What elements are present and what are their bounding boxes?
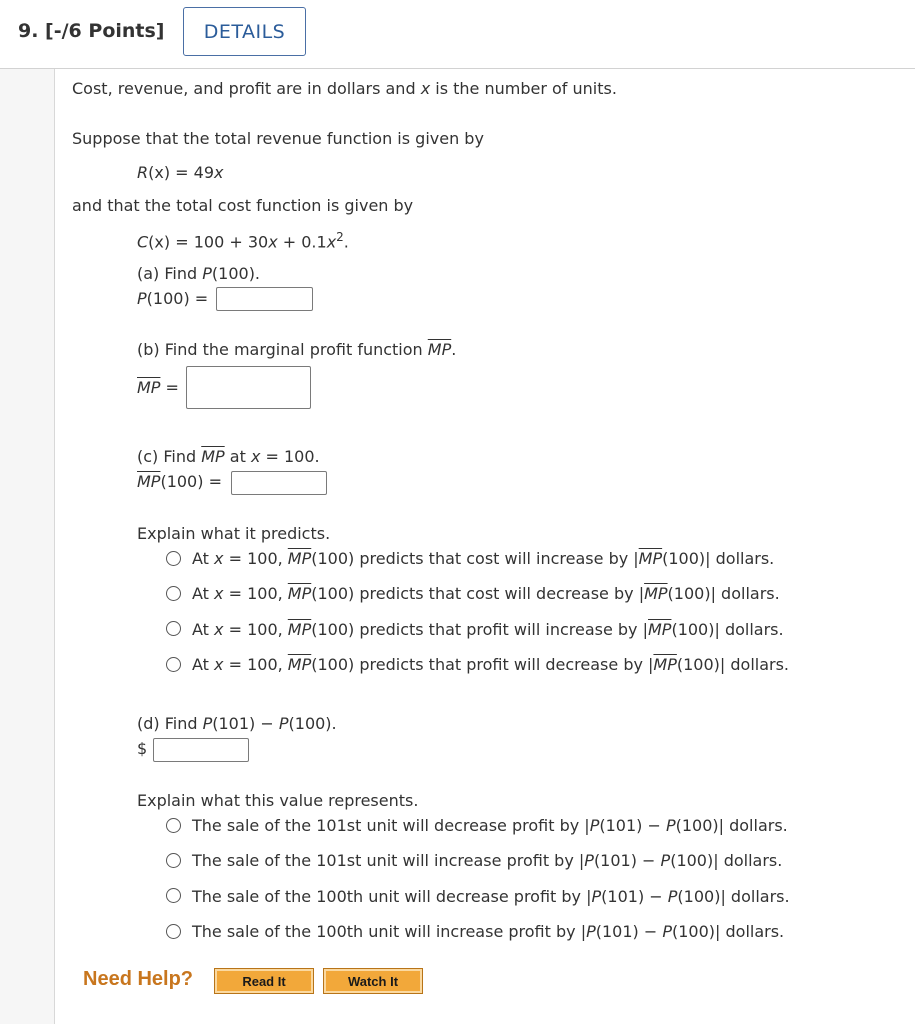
currency-symbol: $	[137, 739, 148, 758]
opt-p2: P	[662, 922, 672, 941]
opt-p1: P	[591, 887, 602, 906]
explain-2-option-2-radio[interactable]	[166, 853, 181, 868]
opt-mid: (101) −	[593, 851, 661, 870]
left-gutter	[0, 69, 55, 1024]
opt-p1: P	[584, 851, 594, 870]
read-it-button[interactable]: Read It	[214, 968, 314, 994]
opt-text: (100) predicts that cost will increase by |	[311, 549, 639, 568]
opt-text: The sale of the 101st unit will increase profit by |	[192, 851, 585, 870]
explain-1-option-4-radio[interactable]	[166, 657, 181, 672]
explain-1-option-1-radio[interactable]	[166, 551, 181, 566]
opt-text: The sale of the 100th unit will increase profit by |	[192, 922, 587, 941]
part-d-post: (100).	[288, 714, 337, 733]
opt-mid: = 100,	[223, 620, 288, 639]
part-c-label-fn: $\overline{MP}$	[137, 472, 161, 491]
opt-end: (100)| dollars.	[671, 620, 784, 639]
cost-fn-rest: + 0.1	[277, 232, 327, 252]
explain-1-option-1-label[interactable]	[192, 549, 774, 568]
cost-text: and that the total cost function is given by	[72, 196, 414, 215]
part-c-post: = 100.	[260, 447, 320, 466]
part-d-pre: (d) Find	[137, 714, 203, 733]
opt-end: (100)| dollars.	[670, 851, 783, 870]
explain-2-option-2-label[interactable]	[192, 851, 782, 870]
revenue-fn-eq: = 49	[170, 163, 215, 182]
opt-end: (100)| dollars.	[677, 887, 790, 906]
watch-it-button[interactable]: Watch It	[323, 968, 423, 994]
part-a-fn: P	[202, 264, 212, 283]
opt-p2: P	[665, 816, 676, 835]
revenue-fn-arg: (x)	[148, 163, 171, 182]
details-button[interactable]: DETAILS	[183, 7, 306, 56]
opt-pre: At	[192, 584, 215, 603]
opt-text: The sale of the 101st unit will decrease profit by |	[192, 816, 590, 835]
opt-fn2: $\overline{MP}$	[653, 655, 677, 674]
part-a-label	[137, 289, 208, 308]
need-help-label: Need Help?	[83, 968, 194, 990]
opt-end: (100)| dollars.	[667, 584, 780, 603]
opt-var: x	[214, 655, 224, 674]
part-b-post: .	[451, 340, 457, 359]
part-a-post: (100).	[211, 264, 261, 283]
part-c-fn: $\overline{MP}$	[201, 447, 225, 466]
part-c-label-post: (100) =	[160, 472, 222, 491]
part-d-prompt	[137, 714, 337, 733]
intro-post: is the number of units.	[430, 79, 617, 98]
cost-fn-var: x	[268, 232, 278, 252]
question-number: 9. [-/6 Points]	[18, 20, 165, 42]
part-c-label	[137, 472, 222, 491]
explain-1-option-3-label[interactable]	[192, 620, 784, 639]
opt-fn2: $\overline{MP}$	[648, 620, 672, 639]
opt-p2: P	[660, 851, 671, 870]
opt-text: (100) predicts that profit will decrease by |	[311, 655, 654, 674]
opt-fn: $\overline{MP}$	[287, 620, 312, 639]
opt-var: x	[214, 584, 224, 603]
opt-pre: At	[192, 655, 215, 674]
opt-mid: = 100,	[223, 549, 288, 568]
part-c-pre: (c) Find	[137, 447, 202, 466]
part-b-label-post: =	[160, 378, 179, 397]
cost-fn-name: C	[137, 232, 149, 252]
part-a-answer-input[interactable]	[216, 287, 313, 311]
opt-end: (100)| dollars.	[675, 816, 788, 835]
opt-p1: P	[586, 922, 596, 941]
part-b-label	[137, 378, 179, 397]
explain-2-option-4-radio[interactable]	[166, 924, 181, 939]
opt-fn2: $\overline{MP}$	[638, 549, 663, 568]
explain-2-option-3-label[interactable]	[192, 887, 790, 906]
opt-p2: P	[667, 887, 678, 906]
explain-2-option-1-radio[interactable]	[166, 818, 181, 833]
cost-fn-arg: (x)	[148, 232, 171, 252]
opt-text: (100) predicts that profit will increase by |	[311, 620, 648, 639]
explain-2-option-4-label[interactable]	[192, 922, 784, 941]
intro-pre: Cost, revenue, and profit are in dollars and	[72, 79, 421, 98]
opt-mid: = 100,	[223, 584, 288, 603]
explain-1-option-2-radio[interactable]	[166, 586, 181, 601]
opt-pre: At	[192, 620, 215, 639]
intro-var: x	[420, 79, 431, 98]
question-header	[0, 0, 915, 69]
revenue-text: Suppose that the total revenue function is given by	[72, 129, 484, 148]
intro-text	[72, 79, 617, 98]
cost-function	[137, 230, 349, 251]
opt-fn: $\overline{MP}$	[287, 655, 312, 674]
part-b-pre: (b) Find the marginal profit function	[137, 340, 428, 359]
cost-fn-var2: x	[326, 232, 337, 252]
cost-fn-end: .	[343, 232, 349, 252]
explain-2-title: Explain what this value represents.	[137, 791, 419, 810]
part-c-var: x	[250, 447, 261, 466]
opt-var: x	[214, 620, 224, 639]
part-b-prompt	[137, 340, 456, 359]
opt-text: (100) predicts that cost will decrease by |	[311, 584, 645, 603]
opt-text: The sale of the 100th unit will decrease profit by |	[192, 887, 592, 906]
part-d-p1: P	[202, 714, 213, 733]
part-d-answer-input[interactable]	[153, 738, 249, 762]
opt-end: (100)| dollars.	[676, 655, 790, 674]
opt-mid: (101) −	[599, 816, 666, 835]
opt-mid: = 100,	[223, 655, 288, 674]
explain-2-option-1-label[interactable]	[192, 816, 788, 835]
part-b-label-fn: $\overline{MP}$	[137, 378, 161, 397]
explain-2-option-3-radio[interactable]	[166, 888, 181, 903]
part-c-answer-input[interactable]	[231, 471, 327, 495]
opt-mid: (101) −	[601, 887, 668, 906]
part-d-mid: (101) −	[212, 714, 279, 733]
opt-fn: $\overline{MP}$	[287, 549, 312, 568]
part-b-answer-input[interactable]	[186, 366, 311, 409]
part-c-prompt	[137, 447, 320, 466]
part-c-mid: at	[224, 447, 251, 466]
opt-end: (100)| dollars.	[662, 549, 775, 568]
explain-1-option-2-label[interactable]	[192, 584, 780, 603]
cost-fn-eq: = 100 + 30	[170, 232, 269, 252]
part-a-pre: (a) Find	[137, 264, 203, 283]
part-a-label-post: (100) =	[146, 289, 209, 308]
opt-fn2: $\overline{MP}$	[644, 584, 668, 603]
revenue-function	[137, 163, 223, 182]
opt-fn: $\overline{MP}$	[287, 584, 312, 603]
cost-fn-exp: 2	[336, 230, 344, 244]
part-d-p2: P	[278, 714, 289, 733]
opt-end: (100)| dollars.	[672, 922, 785, 941]
opt-mid: (101) −	[595, 922, 663, 941]
explain-1-option-3-radio[interactable]	[166, 621, 181, 636]
opt-p1: P	[589, 816, 600, 835]
explain-1-option-4-label[interactable]	[192, 655, 789, 674]
explain-1-title: Explain what it predicts.	[137, 524, 331, 543]
opt-var: x	[214, 549, 224, 568]
part-a-prompt	[137, 264, 260, 283]
revenue-fn-name: R	[137, 163, 149, 182]
revenue-fn-var: x	[214, 163, 224, 182]
part-b-fn: $\overline{MP}$	[427, 340, 452, 359]
part-a-label-fn: P	[137, 289, 147, 308]
opt-pre: At	[192, 549, 215, 568]
